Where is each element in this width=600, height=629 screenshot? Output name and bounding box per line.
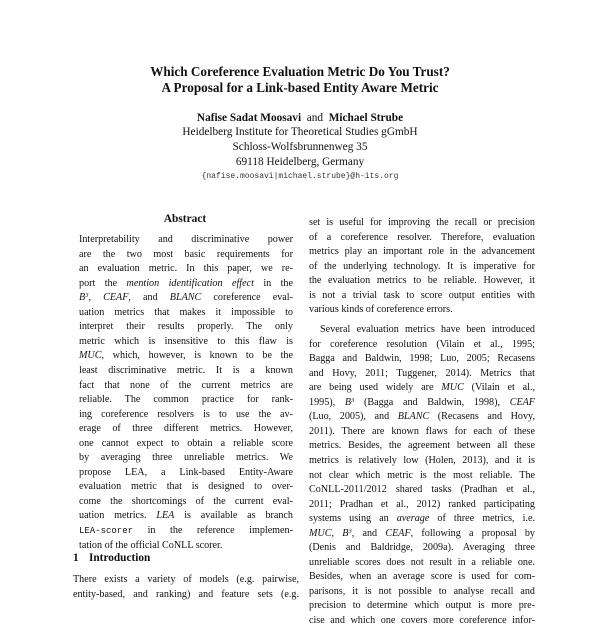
affiliation-institute: Heidelberg Institute for Theoretical Studies gGmbH bbox=[182, 126, 418, 138]
body-line: metrics. Besides, the agreement between all these bbox=[309, 440, 535, 452]
body-line: metrics is relatively low (Holen, 2013), and it is bbox=[309, 454, 535, 466]
body-line: are being used widely are MUC (Vilain et al., bbox=[309, 382, 535, 394]
body-line: systems using an average of three metrics, i.e. bbox=[309, 513, 535, 525]
author-name-1: Nafise Sadat Moosavi bbox=[196, 112, 302, 124]
abstract-line: propose LEA, a Link-based Entity-Aware bbox=[79, 466, 293, 478]
affiliation-city: 69118 Heidelberg, Germany bbox=[235, 156, 365, 168]
abstract-line: tation of the official CoNLL scorer. bbox=[79, 539, 223, 551]
body-line: Several evaluation metrics have been introduced bbox=[320, 324, 535, 335]
body-line: 1995), $B^3$ (Bagga and Baldwin, 1998), CEAF bbox=[309, 396, 535, 408]
abstract-line: $B^3$, CEAF, and BLANC coreference eval- bbox=[79, 292, 293, 304]
abstract-line: MUC, which, however, is known to be the bbox=[79, 350, 293, 362]
body-line: (Denis and Baldridge, 2009a). Averaging three bbox=[309, 542, 535, 554]
abstract-line: an evaluation metric. In this paper, we re- bbox=[79, 263, 293, 275]
body-line: the evaluation metrics to be reliable. However, it bbox=[309, 275, 535, 287]
abstract-heading: Abstract bbox=[163, 213, 207, 225]
abstract-line: LEA-scorer in the reference implemen- bbox=[79, 525, 293, 536]
section-title: Introduction bbox=[89, 552, 151, 564]
body-line: unreliable scores does not result in a reliable one. bbox=[309, 556, 535, 568]
author-email: {nafise.moosavi|michael.strube}@h-its.org bbox=[201, 172, 399, 181]
section-heading-introduction bbox=[73, 551, 150, 565]
abstract-line: Interpretability and discriminative power bbox=[79, 234, 293, 245]
abstract-line: metric which is insensitive to this flaw is bbox=[79, 335, 293, 347]
body-line: various kinds of coreference errors. bbox=[309, 304, 453, 316]
body-line: metrics play an important role in the advancement bbox=[309, 246, 535, 258]
author-line bbox=[0, 111, 600, 125]
body-line: Besides, when an average score is used for com- bbox=[309, 571, 535, 583]
abstract-line: by averaging three unreliable metrics. We bbox=[79, 452, 293, 464]
abstract-line: uation metrics that makes it impossible to bbox=[79, 306, 293, 318]
body-line: parisons, it is not possible to analyse recall and bbox=[309, 585, 535, 597]
abstract-line: interpret their results properly. The only bbox=[79, 321, 293, 333]
author-name-2: Michael Strube bbox=[328, 112, 404, 124]
body-line: (Luo, 2005), and BLANC (Recasens and Hovy, bbox=[309, 411, 535, 423]
body-line: set is useful for improving the recall or precision bbox=[309, 217, 535, 228]
body-line: precision to determine which output is more pre- bbox=[309, 600, 535, 612]
introduction-line: entity-based, and ranking) and feature sets (e.g. bbox=[73, 588, 299, 600]
section-number: 1 bbox=[73, 552, 79, 564]
abstract-line: reliable. The common practice for rank- bbox=[79, 394, 293, 406]
abstract-line: come the shortcomings of the current eval- bbox=[79, 495, 293, 507]
body-line: MUC, $B^3$, and CEAF, following a proposal by bbox=[309, 527, 535, 539]
body-line: 2011). There are known flaws for each of these bbox=[309, 425, 535, 437]
body-line: 2011; Pradhan et al., 2012) ranked participating bbox=[309, 498, 535, 510]
abstract-line: ing coreference resolvers is to use the av- bbox=[79, 408, 293, 420]
body-line: of a coreference resolver. Therefore, evaluation bbox=[309, 231, 535, 243]
abstract-line: one cannot expect to obtain a reliable score bbox=[79, 437, 293, 449]
abstract-line: uation metrics. LEA is available as branch bbox=[79, 510, 293, 522]
body-line: for coreference resolution (Vilain et al., 1995; bbox=[309, 338, 535, 350]
body-line: is not a trivial task to score output entities with bbox=[309, 289, 535, 301]
abstract-line: evaluation metric that is designed to over- bbox=[79, 481, 293, 493]
affiliation-street: Schloss-Wolfsbrunnenweg 35 bbox=[232, 141, 368, 153]
body-line: and Hovy, 2011; Tuggener, 2014). Metrics that bbox=[309, 367, 535, 379]
abstract-line: fact that none of the current metrics are bbox=[79, 379, 293, 391]
abstract-line: least discriminative metric. It is a known bbox=[79, 364, 293, 376]
body-line: Bagga and Baldwin, 1998; Luo, 2005; Recasens bbox=[309, 353, 535, 365]
body-line: not clear which metric is the most reliable. The bbox=[309, 469, 535, 481]
abstract-line: are the two most basic requirements for bbox=[79, 248, 293, 260]
body-line: of the underlying technology. It is imperative for bbox=[309, 260, 535, 272]
paper-title-line-2: A Proposal for a Link-based Entity Aware Metric bbox=[161, 80, 439, 95]
body-line: CoNLL-2011/2012 shared tasks (Pradhan et al., bbox=[309, 484, 535, 496]
body-line: cise and which one covers more coreference infor- bbox=[309, 615, 535, 626]
author-conjunction: and bbox=[306, 112, 324, 124]
introduction-line: There exists a variety of models (e.g. pairwise, bbox=[73, 574, 299, 585]
abstract-line: port the mention identification effect in the bbox=[79, 277, 293, 289]
paper-title-line-1: Which Coreference Evaluation Metric Do You Trust? bbox=[150, 64, 450, 79]
abstract-line: erage of three different metrics. However, bbox=[79, 423, 293, 435]
